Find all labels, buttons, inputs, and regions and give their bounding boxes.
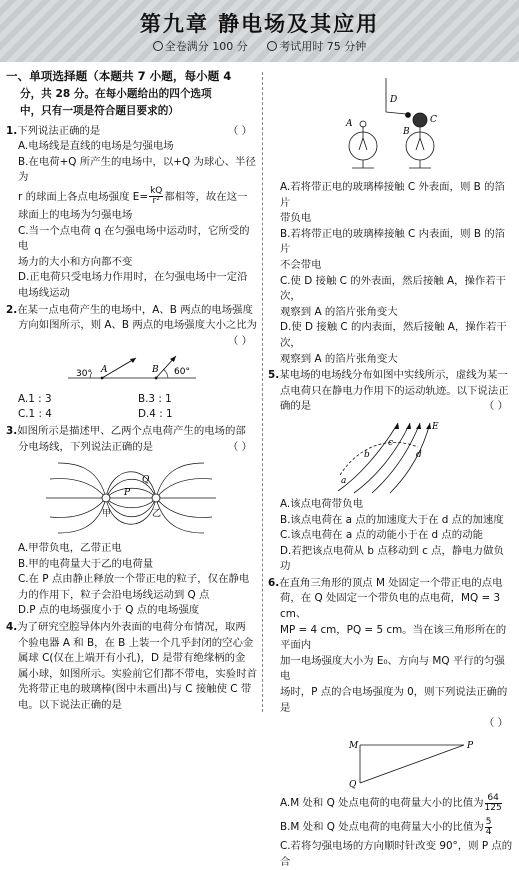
ratio-fraction: $\frac{64}{125}$ [484,792,502,813]
question-4 [6,620,258,714]
option-b: B.该点电荷在 a 点的加速度大于在 d 点的加速度 [280,513,504,526]
option-b: B.M 处和 Q 处点电荷的电荷量大小的比值为 $\frac{5}{4}$ [280,816,492,837]
section-note: 中，只有一项是符合题目要求的） [20,104,179,117]
question-stem: 分电场线，下列说法正确的是 [18,440,154,453]
option-d: D.若把该点电荷从 b 点移动到 c 点，静电力做负功 [280,544,504,573]
answer-blank: （ ） [483,400,508,413]
option-a: A.甲带负电，乙带正电 [18,542,122,555]
formula-fraction: $\frac{kQ}{\text{r²}}$ [150,186,163,207]
section-note: （本题共 7 小题，每小题 4 [87,69,232,83]
option-b-cont: 球面上的电场为匀强电场 [18,208,133,221]
question-3 [6,424,258,619]
option-b: B.甲的电荷量大于乙的电荷量 [18,557,154,570]
option-d: D.4 : 1 [138,408,173,421]
option-a: A.若将带正电的玻璃棒接触 C 外表面，则 B 的箔片 [280,181,505,209]
question-stem: 确的是 [280,400,312,413]
options-row [6,407,258,423]
ratio-fraction: $\frac{5}{4}$ [485,816,492,837]
question-6 [268,576,514,870]
option-b: B.3 : 1 [138,392,172,405]
time-limit-info: 考试用时 75 分钟 [267,40,366,53]
triangle-figure [268,733,514,789]
point-label: P [467,741,474,752]
option-b: B.若将带正电的玻璃棒接触 C 内表面，则 B 的箔片 [280,227,506,256]
point-label: Q [142,475,150,486]
field-direction-figure [6,350,256,390]
option-a: A.电场线是直线的电场是匀强电场 [18,140,174,153]
field-lines-figure [6,457,256,539]
electroscope-figure [268,78,514,178]
point-label: A [346,119,353,129]
option-c: C.1 : 4 [18,408,52,421]
total-score-info: 全卷满分 100 分 [153,40,248,53]
question-stem: 方向如图所示，则 A、B 两点的电场强度大小之比为 [18,319,258,332]
question-stem: MP = 4 cm，PQ = 5 cm。当在该三角形所在的平面内 [280,623,507,652]
point-label: c [388,437,394,448]
option-b-cont: r 的球面上各点电场强度 E= $\frac{kQ}{\text{r²}}$ 都相等，故在这一 [18,186,248,207]
left-column [6,68,258,714]
option-d-cont: 观察到 A 的箔片张角变大 [280,352,398,365]
option-c: C.当一个点电荷 q 在匀强电场中运动时，它所受的电 [18,224,250,253]
question-stem: 属球 C(仅在上端开有小孔)，D 是带有绝缘柄的金 [18,652,246,665]
question-stem: 属小球，如图所示。实验前它们都不带电，实验时首 [18,667,257,680]
point-label: B [403,127,410,137]
question-stem: 如图所示是描述甲、乙两个点电荷产生的电场的部 [17,424,246,437]
answer-blank: （ ） [227,334,252,347]
question-stem: 场时，P 点的合电场强度为 0，则下列说法正确的是 [280,686,508,714]
question-number: 3. [6,424,18,437]
answer-blank: （ ） [483,717,508,730]
question-stem: 加一电场强度大小为 E₀、方向与 MQ 平行的匀强电 [280,654,505,683]
option-a: A.1 : 3 [18,392,52,405]
question-2 [6,303,258,423]
section-heading [6,68,258,86]
point-label: d [416,449,422,460]
question-stem: 先将带正电的玻璃棒(图中未画出)与 C 接触使 C 带 [18,683,252,696]
answer-blank: （ ） [227,440,252,453]
options-row [6,392,258,408]
charge-label: 甲 [102,509,112,520]
right-column [268,76,514,870]
trajectory-figure [268,417,514,495]
option-b-cont: 不会带电 [280,258,322,271]
point-label: E [432,421,439,432]
clock-icon [267,41,277,51]
question-stem: 电。以下说法正确的是 [18,699,122,712]
option-d: D.使 D 接触 C 的内表面，然后接触 A，操作若干次， [280,321,507,349]
section-title: 一、单项选择题 [6,69,88,83]
question-stem: 在直角三角形的顶点 M 处固定一个带正电的点电 [279,576,503,589]
question-number: 2. [6,303,18,316]
point-label: M [349,741,359,752]
charge-label: 乙 [152,509,162,520]
point-label: D [390,95,398,105]
option-d-cont: 电场线运动 [18,286,70,299]
point-label: P [124,488,131,499]
point-label: A [101,364,108,375]
option-d: D.P 点的电场强度小于 Q 点的电场强度 [18,604,200,617]
option-a-cont: 带负电 [280,212,312,225]
question-stem: 荷，在 Q 处固定一个带负电的点电荷，MQ = 3 cm、 [280,592,501,621]
question-1 [6,124,258,302]
option-b: B.在电荷+Q 所产生的电场中，以+Q 为球心、半径为 [18,155,256,184]
option-a: A.M 处和 Q 处点电荷的电荷量大小的比值为 $\frac{64}{125}$ [280,792,502,813]
question-number: 4. [6,621,18,634]
section-note: 分，共 28 分。在每小题给出的四个选项 [20,87,212,100]
point-label: a [341,475,347,486]
question-number: 6. [268,576,280,589]
point-label: Q [349,780,357,790]
option-c: C.若将匀强电场的方向顺时针改变 90°，则 P 点的合 [280,840,513,868]
answer-blank: （ ） [227,124,252,137]
option-c-cont: 观察到 A 的箔片张角变大 [280,305,398,318]
question-stem: 某电场的电场线分布如图中实线所示，虚线为某一 [279,369,508,382]
column-divider [262,72,263,712]
angle-label: 60° [174,366,190,377]
check-circle-icon [153,41,163,51]
option-a: A.该点电荷带负电 [280,497,363,510]
question-number: 1. [6,124,18,137]
question-stem: 下列说法正确的是 [17,124,101,137]
chapter-title: 第九章 静电场及其应用 [139,11,380,36]
question-5 [268,368,514,575]
point-label: b [364,449,370,460]
point-label: B [152,364,159,375]
question-stem: 点电荷只在静电力作用下的运动轨迹。以下说法正 [280,384,509,397]
option-c: C.使 D 接触 C 的外表面，然后接触 A，操作若干次， [280,274,507,303]
point-label: C [430,115,437,125]
option-c: C.该点电荷在 a 点的动能小于在 d 点的动能 [280,529,483,542]
question-stem: 为了研究空腔导体内外表面的电荷分布情况，取两 [17,621,246,634]
question-stem: 个验电器 A 和 B，在 B 上装一个几乎封闭的空心金 [18,636,254,649]
question-stem: 在某一点电荷产生的电场中，A、B 两点的电场强度 [17,303,253,316]
option-c-cont: 场力的大小和方向都不变 [18,255,133,268]
option-d: D.正电荷只受电场力作用时，在匀强电场中一定沿 [18,271,248,284]
option-c-cont: 力的作用下，粒子会沿电场线运动到 Q 点 [18,588,210,601]
option-c: C.在 P 点由静止释放一个带正电的粒子，仅在静电 [18,573,250,586]
angle-label: 30° [76,368,92,379]
question-number: 5. [268,369,280,382]
exam-info [0,38,519,54]
